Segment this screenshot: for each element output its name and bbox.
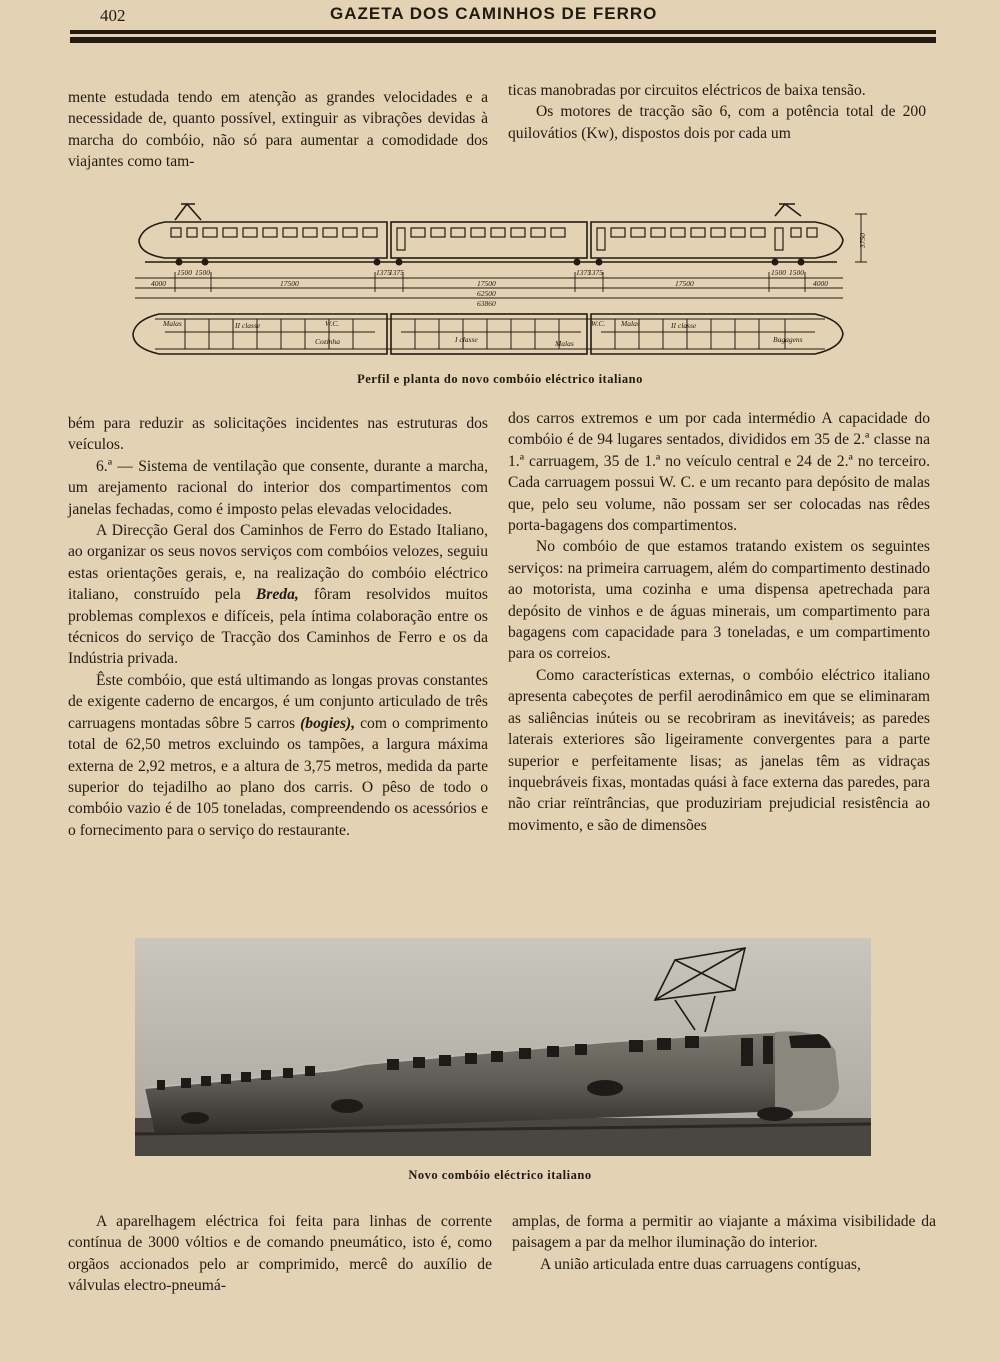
dimension-label: 1500	[771, 268, 786, 277]
paragraph: A aparelhagem eléctrica foi feita para linhas de corrente contínua de 3000 vóltios e de comando pneumático, isto é, como orgãos accionados pelo ar comprimido, mercê do auxílio de válvulas electro-pneumá-	[68, 1213, 492, 1295]
plan-label: Malas	[555, 339, 574, 348]
plan-label: Bagagens	[773, 335, 803, 344]
dimension-label: 63860	[477, 299, 496, 308]
paragraph: Os motores de tracção são 6, com a potência total de 200 quilovátios (Kw), dispostos dois por cada um	[508, 103, 926, 142]
plan-label: Malas	[163, 319, 182, 328]
plan-label: W.C.	[591, 319, 606, 328]
plan-label: I classe	[455, 335, 478, 344]
dimension-label: 1375	[376, 268, 391, 277]
text-run: Êste combóio, que está ultimando as longas provas constantes de exigente caderno de encargos, é um conjunto articulado de três carruagens montadas sôbre 5 carros	[68, 671, 488, 732]
dimension-label: 1500	[177, 268, 192, 277]
paragraph: bém para reduzir as solicitações incidentes nas estruturas dos veículos.	[68, 415, 488, 454]
plan-label: Malas	[621, 319, 640, 328]
paragraph: A união articulada entre duas carruagens contíguas,	[540, 1255, 861, 1273]
running-title: GAZETA DOS CAMINHOS DE FERRO	[330, 4, 658, 23]
dimension-label: 4000	[151, 279, 166, 288]
section2-right-column	[508, 408, 930, 836]
page-number: 402	[100, 6, 126, 25]
section2-left-column	[68, 413, 488, 841]
section3-right-column	[512, 1211, 936, 1275]
dimension-label: 1500	[195, 268, 210, 277]
paragraph	[68, 670, 488, 841]
plan-label: Cozinha	[315, 337, 341, 346]
text-run: A Direcção Geral dos Caminhos de Ferro do Estado Italiano, ao organizar os seus novos serviços com combóios velozes, seguiu estas orientações gerais, e, na realização do combóio eléctrico italiano, construído pela	[68, 522, 488, 604]
train-profile-and-plan-drawing	[125, 192, 870, 362]
section3-left-column	[68, 1211, 492, 1297]
section1-left-column	[68, 87, 488, 173]
paragraph	[68, 520, 488, 670]
dimension-label: 4000	[813, 279, 828, 288]
dimension-label: 1500	[789, 268, 804, 277]
paragraph: ticas manobradas por circuitos eléctricos de baixa tensão.	[508, 82, 866, 99]
plan-label: W.C.	[325, 319, 340, 328]
emphasis-bogies: (bogies),	[300, 714, 356, 732]
text-run: com o comprimento total de 62,50 metros excluindo os tampões, a largura máxima externa de 2,92 metros, e a altura de 3,75 metros, medida da parte superior do tejadilho ao plano dos carris. O pêso de todo o combóio vazio é de 105 toneladas, compreendendo os acessórios e o fornecimento para o serviço do restaurante.	[68, 714, 488, 839]
dimension-label: 17500	[675, 279, 694, 288]
paragraph: dos carros extremos e um por cada intermédio A capacidade do combóio é de 94 lugares sentados, divididos em 35 de 2.ª classe na 1.ª carruagem, 35 de 1.ª no veículo central e 24 de 2.ª no terceiro. Cada carruagem possui W. C. e um recanto para depósito de malas que, pelo seu volume, não possam ser ser colocadas nas rêdes porta-bagagens dos compartimentos.	[508, 410, 930, 535]
section1-right-column	[508, 80, 926, 144]
dimension-label: 17500	[280, 279, 299, 288]
paragraph: 6.ª — Sistema de ventilação que consente, durante a marcha, um arejamento racional do interior dos compartimentos com janelas fechadas, como é imposto pelas elevadas velocidades.	[68, 457, 488, 518]
train-photograph	[135, 938, 871, 1156]
dimension-label: 62500	[477, 289, 496, 298]
paragraph: Como características externas, o combóio eléctrico italiano apresenta cabeçotes de perfil aerodinâmico em que se eliminaram as saliências inúteis ou se recobriram as inevitáveis; as paredes laterais exteriores são ligeiramente convergentes para a parte superior e perfeitamente lisas; as janelas têm as vidraças inquebráveis fixas, montadas quási à face externa das paredes, para não criar reïntrâncias, que produziriam prejudicial resistência ao movimento, e são de dimensões	[508, 666, 930, 834]
header-rule-thin	[70, 30, 936, 34]
header-rule-thick	[70, 37, 936, 43]
figure1-caption: Perfil e planta do novo combóio eléctrico italiano	[357, 372, 643, 386]
dimension-label: 17500	[477, 279, 496, 288]
paragraph: mente estudada tendo em atenção as grandes velocidades e a necessidade de, quanto possível, extinguir as vibrações devidas à marcha do combóio, não só para aumentar a comodidade dos viajantes como tam-	[68, 89, 488, 171]
figure2-caption: Novo combóio eléctrico italiano	[408, 1168, 592, 1182]
paragraph: amplas, de forma a permitir ao viajante a máxima visibilidade da paisagem a par da melhor iluminação do interior.	[512, 1213, 936, 1252]
plan-label: II classe	[235, 321, 261, 330]
dimension-label: 1375	[576, 268, 591, 277]
dimension-label: 1375	[389, 268, 404, 277]
emphasis-breda: Breda,	[255, 586, 299, 604]
paragraph: No combóio de que estamos tratando existem os seguintes serviços: na primeira carruagem, além do compartimento destinado ao motorista, uma cozinha e uma dispensa apetrechada para depósito de vinhos e de águas minerais, um compartimento para bagagens com capacidade para 3 toneladas, e um compartimento para os correios.	[508, 538, 930, 663]
text-run: fôram resolvidos muitos problemas complexos e difíceis, pela íntima colaboração entre os técnicos do serviço de Tracção dos Caminhos de Ferro e os da Indústria privada.	[68, 586, 488, 668]
plan-label: II classe	[671, 321, 697, 330]
dimension-label: 1375	[588, 268, 603, 277]
dimension-label: 3750	[858, 233, 867, 248]
